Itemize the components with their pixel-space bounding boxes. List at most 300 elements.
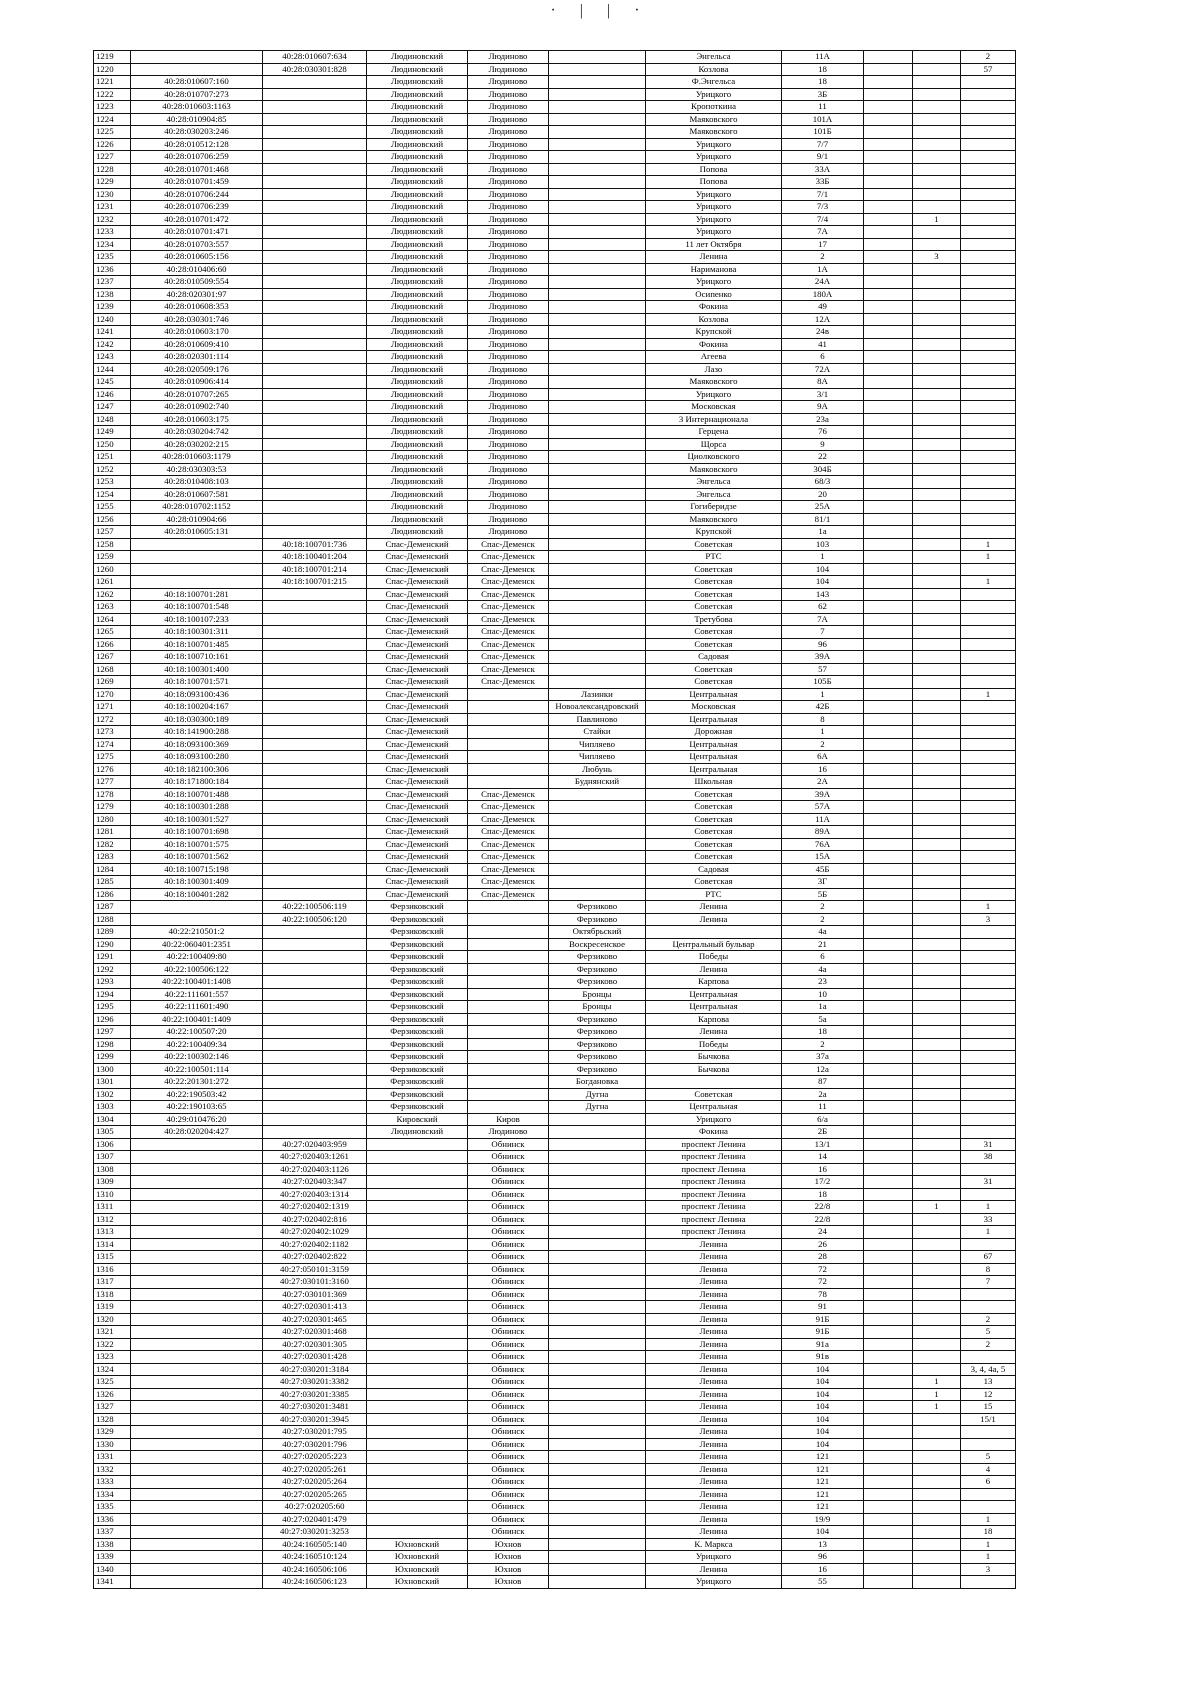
cell-settlement <box>549 1163 646 1176</box>
cell-street: Фокина <box>646 1126 782 1139</box>
cell-c11: 7 <box>961 1276 1016 1289</box>
cell-city: Спас-Деменск <box>468 788 549 801</box>
cell-num: 1255 <box>94 501 131 514</box>
cell-settlement <box>549 138 646 151</box>
cell-district <box>367 1251 468 1264</box>
cell-house: 104 <box>782 1376 864 1389</box>
cell-c9 <box>864 1451 913 1464</box>
cell-cadastral_b <box>263 113 367 126</box>
cell-c10 <box>913 788 961 801</box>
cell-city: Обнинск <box>468 1251 549 1264</box>
cell-c9 <box>864 963 913 976</box>
cell-c11 <box>961 401 1016 414</box>
cell-settlement <box>549 1451 646 1464</box>
cell-street: Ленина <box>646 1326 782 1339</box>
cell-cadastral_b: 40:24:160506:123 <box>263 1576 367 1589</box>
cell-c9 <box>864 576 913 589</box>
cell-c9 <box>864 401 913 414</box>
cell-c9 <box>864 1063 913 1076</box>
cell-city: Юхнов <box>468 1551 549 1564</box>
cell-city: Людиново <box>468 326 549 339</box>
cell-house: 7/4 <box>782 213 864 226</box>
cell-city: Спас-Деменск <box>468 676 549 689</box>
cell-cadastral_a <box>131 1563 263 1576</box>
cell-street: Бычкова <box>646 1063 782 1076</box>
cell-c10 <box>913 676 961 689</box>
cell-c11: 15/1 <box>961 1413 1016 1426</box>
cell-house: 4а <box>782 926 864 939</box>
cell-city: Юхнов <box>468 1538 549 1551</box>
cell-settlement: Ферзиково <box>549 1051 646 1064</box>
cell-district: Людиновский <box>367 263 468 276</box>
cell-city <box>468 1088 549 1101</box>
cell-district: Юхновский <box>367 1563 468 1576</box>
cell-num: 1245 <box>94 376 131 389</box>
cell-house: 39А <box>782 651 864 664</box>
cell-cadastral_b <box>263 388 367 401</box>
cell-street: Ленина <box>646 251 782 264</box>
cell-cadastral_b: 40:27:020402:822 <box>263 1251 367 1264</box>
cell-city: Людиново <box>468 501 549 514</box>
table-row <box>94 888 1016 901</box>
cell-city: Людиново <box>468 201 549 214</box>
cell-settlement <box>549 1513 646 1526</box>
cell-district: Спас-Деменский <box>367 751 468 764</box>
cell-c11 <box>961 226 1016 239</box>
table-row <box>94 788 1016 801</box>
cell-house: 25А <box>782 501 864 514</box>
cell-cadastral_a: 40:28:010406:60 <box>131 263 263 276</box>
cell-cadastral_b <box>263 238 367 251</box>
cell-c10 <box>913 63 961 76</box>
table-row <box>94 1113 1016 1126</box>
table-row <box>94 238 1016 251</box>
cell-district <box>367 1213 468 1226</box>
cell-cadastral_b <box>263 213 367 226</box>
cell-house: 22 <box>782 451 864 464</box>
cell-city: Спас-Деменск <box>468 626 549 639</box>
table-row <box>94 1326 1016 1339</box>
cell-cadastral_a: 40:18:100701:698 <box>131 826 263 839</box>
cell-c10 <box>913 1151 961 1164</box>
cell-district: Людиновский <box>367 176 468 189</box>
cell-street: Бычкова <box>646 1051 782 1064</box>
cell-c9 <box>864 88 913 101</box>
cell-street: Урицкого <box>646 213 782 226</box>
cell-num: 1291 <box>94 951 131 964</box>
cell-cadastral_a: 40:18:100701:575 <box>131 838 263 851</box>
cell-cadastral_b <box>263 626 367 639</box>
table-row <box>94 1288 1016 1301</box>
cell-c10 <box>913 901 961 914</box>
table-row <box>94 663 1016 676</box>
cell-cadastral_a <box>131 1488 263 1501</box>
cell-c9 <box>864 63 913 76</box>
cell-settlement <box>549 1176 646 1189</box>
cell-cadastral_a <box>131 1401 263 1414</box>
cell-district: Людиновский <box>367 376 468 389</box>
cell-cadastral_a: 40:28:010706:239 <box>131 201 263 214</box>
cell-num: 1257 <box>94 526 131 539</box>
cell-city <box>468 901 549 914</box>
cell-street: Советская <box>646 538 782 551</box>
cell-house: 101Б <box>782 126 864 139</box>
cell-c11 <box>961 851 1016 864</box>
cell-house: 72А <box>782 363 864 376</box>
cell-c10 <box>913 301 961 314</box>
cell-c11: 6 <box>961 1476 1016 1489</box>
cell-num: 1334 <box>94 1488 131 1501</box>
cell-c9 <box>864 613 913 626</box>
cell-c10 <box>913 763 961 776</box>
cell-cadastral_b <box>263 951 367 964</box>
cell-c9 <box>864 788 913 801</box>
cell-cadastral_b <box>263 288 367 301</box>
cell-c10 <box>913 126 961 139</box>
cell-district: Людиновский <box>367 451 468 464</box>
cell-c10 <box>913 976 961 989</box>
cell-cadastral_b: 40:27:050101:3159 <box>263 1263 367 1276</box>
cell-district: Людиновский <box>367 288 468 301</box>
cell-num: 1266 <box>94 638 131 651</box>
cell-city: Людиново <box>468 488 549 501</box>
cell-settlement <box>549 838 646 851</box>
cell-cadastral_b <box>263 501 367 514</box>
cell-city: Обнинск <box>468 1276 549 1289</box>
table-row <box>94 376 1016 389</box>
cell-settlement <box>549 76 646 89</box>
cell-settlement <box>549 588 646 601</box>
cell-house: 11А <box>782 813 864 826</box>
cell-city <box>468 926 549 939</box>
table-row <box>94 1001 1016 1014</box>
cell-cadastral_a <box>131 1276 263 1289</box>
cell-c9 <box>864 601 913 614</box>
cell-street: Урицкого <box>646 88 782 101</box>
cell-house: 121 <box>782 1488 864 1501</box>
cell-city <box>468 1063 549 1076</box>
table-row <box>94 1176 1016 1189</box>
cell-cadastral_b <box>263 76 367 89</box>
cell-c11 <box>961 1101 1016 1114</box>
cell-c11: 3 <box>961 1563 1016 1576</box>
cell-cadastral_a <box>131 1263 263 1276</box>
cell-c11 <box>961 1113 1016 1126</box>
cell-settlement <box>549 663 646 676</box>
cell-street: Центральная <box>646 713 782 726</box>
cell-street: Победы <box>646 1038 782 1051</box>
cell-c9 <box>864 1401 913 1414</box>
cell-cadastral_a: 40:28:010701:472 <box>131 213 263 226</box>
cell-district: Людиновский <box>367 101 468 114</box>
cell-num: 1286 <box>94 888 131 901</box>
cell-street <box>646 926 782 939</box>
cell-num: 1227 <box>94 151 131 164</box>
cell-house: 6/а <box>782 1113 864 1126</box>
cell-c10 <box>913 563 961 576</box>
cell-cadastral_b <box>263 376 367 389</box>
cell-c10: 1 <box>913 1201 961 1214</box>
cell-settlement <box>549 1426 646 1439</box>
table-row <box>94 563 1016 576</box>
cell-settlement <box>549 626 646 639</box>
cell-house: 21 <box>782 938 864 951</box>
cell-street: Урицкого <box>646 138 782 151</box>
cell-settlement <box>549 563 646 576</box>
cell-settlement <box>549 851 646 864</box>
cell-city: Людиново <box>468 226 549 239</box>
cell-street: Ленина <box>646 1513 782 1526</box>
cell-street: Ленина <box>646 1251 782 1264</box>
cell-house: 24А <box>782 276 864 289</box>
cell-c9 <box>864 888 913 901</box>
table-row <box>94 913 1016 926</box>
cell-street: Агеева <box>646 351 782 364</box>
cell-cadastral_a: 40:28:020301:114 <box>131 351 263 364</box>
cell-c10 <box>913 1063 961 1076</box>
cell-settlement <box>549 438 646 451</box>
cell-settlement: Богдановка <box>549 1076 646 1089</box>
cell-street: Советская <box>646 788 782 801</box>
cell-num: 1338 <box>94 1538 131 1551</box>
cell-district <box>367 1488 468 1501</box>
cell-settlement <box>549 888 646 901</box>
cell-settlement: Чипляево <box>549 738 646 751</box>
table-row <box>94 813 1016 826</box>
cell-settlement <box>549 1138 646 1151</box>
cell-street: Ленина <box>646 1026 782 1039</box>
cell-num: 1290 <box>94 938 131 951</box>
cell-cadastral_b <box>263 863 367 876</box>
cell-c9 <box>864 713 913 726</box>
cell-cadastral_b: 40:28:010607:634 <box>263 51 367 64</box>
cell-c9 <box>864 1138 913 1151</box>
cell-city: Людиново <box>468 513 549 526</box>
table-row <box>94 276 1016 289</box>
cell-city: Обнинск <box>468 1176 549 1189</box>
cell-district: Спас-Деменский <box>367 826 468 839</box>
cell-c10 <box>913 1088 961 1101</box>
cell-house: 24 <box>782 1226 864 1239</box>
cell-num: 1243 <box>94 351 131 364</box>
table-row <box>94 1463 1016 1476</box>
cell-house: 18 <box>782 1188 864 1201</box>
cell-c11 <box>961 676 1016 689</box>
cell-settlement <box>549 601 646 614</box>
table-row <box>94 1388 1016 1401</box>
cell-district: Спас-Деменский <box>367 813 468 826</box>
cell-num: 1238 <box>94 288 131 301</box>
cell-settlement <box>549 88 646 101</box>
cell-c11 <box>961 1301 1016 1314</box>
cell-c11 <box>961 376 1016 389</box>
cell-district: Ферзиковский <box>367 988 468 1001</box>
cell-street: Ленина <box>646 1376 782 1389</box>
cell-c10 <box>913 1351 961 1364</box>
cell-c9 <box>864 676 913 689</box>
table-row <box>94 1401 1016 1414</box>
cell-cadastral_b <box>263 413 367 426</box>
table-row <box>94 1363 1016 1376</box>
cell-street: проспект Ленина <box>646 1151 782 1164</box>
table-row <box>94 138 1016 151</box>
cell-c9 <box>864 1226 913 1239</box>
cell-district: Людиновский <box>367 201 468 214</box>
cell-settlement <box>549 1313 646 1326</box>
cell-c11 <box>961 238 1016 251</box>
cell-cadastral_a: 40:28:030203:246 <box>131 126 263 139</box>
cell-city: Юхнов <box>468 1563 549 1576</box>
cell-district: Спас-Деменский <box>367 688 468 701</box>
cell-num: 1256 <box>94 513 131 526</box>
cell-house: 91в <box>782 1351 864 1364</box>
cell-street: Московская <box>646 701 782 714</box>
cell-settlement <box>549 376 646 389</box>
cell-cadastral_a <box>131 1463 263 1476</box>
cell-num: 1332 <box>94 1463 131 1476</box>
cell-num: 1305 <box>94 1126 131 1139</box>
cell-house: 18 <box>782 1026 864 1039</box>
cell-c11 <box>961 1126 1016 1139</box>
table-row <box>94 1151 1016 1164</box>
cell-c9 <box>864 1001 913 1014</box>
cell-street: Ленина <box>646 1338 782 1351</box>
cell-c10 <box>913 1326 961 1339</box>
cell-city: Обнинск <box>468 1288 549 1301</box>
cell-c9 <box>864 851 913 864</box>
cell-district: Ферзиковский <box>367 1013 468 1026</box>
cell-cadastral_a: 40:18:100710:161 <box>131 651 263 664</box>
cell-c11: 12 <box>961 1388 1016 1401</box>
cell-district <box>367 1338 468 1351</box>
cell-num: 1310 <box>94 1188 131 1201</box>
cell-c9 <box>864 551 913 564</box>
cell-district <box>367 1463 468 1476</box>
cell-district: Ферзиковский <box>367 1001 468 1014</box>
table-row <box>94 1376 1016 1389</box>
cell-street: Ленина <box>646 1276 782 1289</box>
cell-c10 <box>913 1476 961 1489</box>
cell-district <box>367 1326 468 1339</box>
cell-c10 <box>913 413 961 426</box>
cell-c11: 1 <box>961 1551 1016 1564</box>
cell-city: Обнинск <box>468 1476 549 1489</box>
cell-district: Спас-Деменский <box>367 701 468 714</box>
table-row <box>94 1201 1016 1214</box>
cell-cadastral_b <box>263 638 367 651</box>
cell-house: 9/1 <box>782 151 864 164</box>
cell-city: Людиново <box>468 451 549 464</box>
cell-house: 72 <box>782 1263 864 1276</box>
cell-c10: 1 <box>913 1401 961 1414</box>
cell-cadastral_b: 40:27:030201:3385 <box>263 1388 367 1401</box>
table-row <box>94 1088 1016 1101</box>
cell-cadastral_b: 40:24:160506:106 <box>263 1563 367 1576</box>
cell-district: Спас-Деменский <box>367 663 468 676</box>
cell-cadastral_b <box>263 726 367 739</box>
cell-num: 1282 <box>94 838 131 851</box>
cell-c10: 3 <box>913 251 961 264</box>
cell-num: 1235 <box>94 251 131 264</box>
cell-settlement: Ферзиково <box>549 1038 646 1051</box>
cell-settlement: Чипляево <box>549 751 646 764</box>
cell-city <box>468 726 549 739</box>
cell-c11: 2 <box>961 1338 1016 1351</box>
cell-cadastral_b <box>263 701 367 714</box>
cell-cadastral_b <box>263 826 367 839</box>
cell-house: 1 <box>782 726 864 739</box>
cell-settlement <box>549 1288 646 1301</box>
cell-cadastral_a: 40:28:010707:273 <box>131 88 263 101</box>
cell-settlement <box>549 1301 646 1314</box>
cell-street: проспект Ленина <box>646 1188 782 1201</box>
cell-c10 <box>913 176 961 189</box>
cell-num: 1289 <box>94 926 131 939</box>
cell-settlement <box>549 1563 646 1576</box>
cell-cadastral_b: 40:27:020301:305 <box>263 1338 367 1351</box>
cell-city: Обнинск <box>468 1426 549 1439</box>
table-row <box>94 301 1016 314</box>
cell-cadastral_b <box>263 276 367 289</box>
cell-district <box>367 1451 468 1464</box>
cell-district: Людиновский <box>367 438 468 451</box>
cell-num: 1324 <box>94 1363 131 1376</box>
cell-cadastral_a: 40:28:010603:175 <box>131 413 263 426</box>
cell-num: 1325 <box>94 1376 131 1389</box>
cell-house: 11 <box>782 101 864 114</box>
cell-district <box>367 1188 468 1201</box>
cell-street: Советская <box>646 663 782 676</box>
cell-c9 <box>864 488 913 501</box>
cell-num: 1246 <box>94 388 131 401</box>
cell-cadastral_a: 40:22:100506:122 <box>131 963 263 976</box>
table-row <box>94 426 1016 439</box>
cell-c9 <box>864 313 913 326</box>
cell-c11 <box>961 1351 1016 1364</box>
cell-city: Людиново <box>468 138 549 151</box>
cell-district: Ферзиковский <box>367 951 468 964</box>
cell-city <box>468 988 549 1001</box>
cell-district: Спас-Деменский <box>367 788 468 801</box>
cell-district <box>367 1288 468 1301</box>
cell-city: Людиново <box>468 188 549 201</box>
cell-c11 <box>961 388 1016 401</box>
cell-cadastral_a: 40:28:010608:353 <box>131 301 263 314</box>
cell-settlement: Воскресенское <box>549 938 646 951</box>
cell-settlement: Дугна <box>549 1101 646 1114</box>
cell-cadastral_b: 40:27:030201:3253 <box>263 1526 367 1539</box>
cell-city <box>468 938 549 951</box>
cell-street: Энгельса <box>646 476 782 489</box>
cell-num: 1317 <box>94 1276 131 1289</box>
cell-cadastral_a: 40:22:210501:2 <box>131 926 263 939</box>
cell-settlement <box>549 651 646 664</box>
cell-settlement <box>549 163 646 176</box>
cell-district: Спас-Деменский <box>367 651 468 664</box>
cell-cadastral_b: 40:27:020301:465 <box>263 1313 367 1326</box>
cell-district: Людиновский <box>367 338 468 351</box>
cell-num: 1301 <box>94 1076 131 1089</box>
cell-cadastral_b <box>263 801 367 814</box>
cell-street: Советская <box>646 676 782 689</box>
cell-cadastral_a: 40:28:010408:103 <box>131 476 263 489</box>
cell-house: 10 <box>782 988 864 1001</box>
table-row <box>94 738 1016 751</box>
table-row <box>94 1126 1016 1139</box>
table-row <box>94 88 1016 101</box>
cell-district: Людиновский <box>367 426 468 439</box>
cell-street: Ленина <box>646 963 782 976</box>
